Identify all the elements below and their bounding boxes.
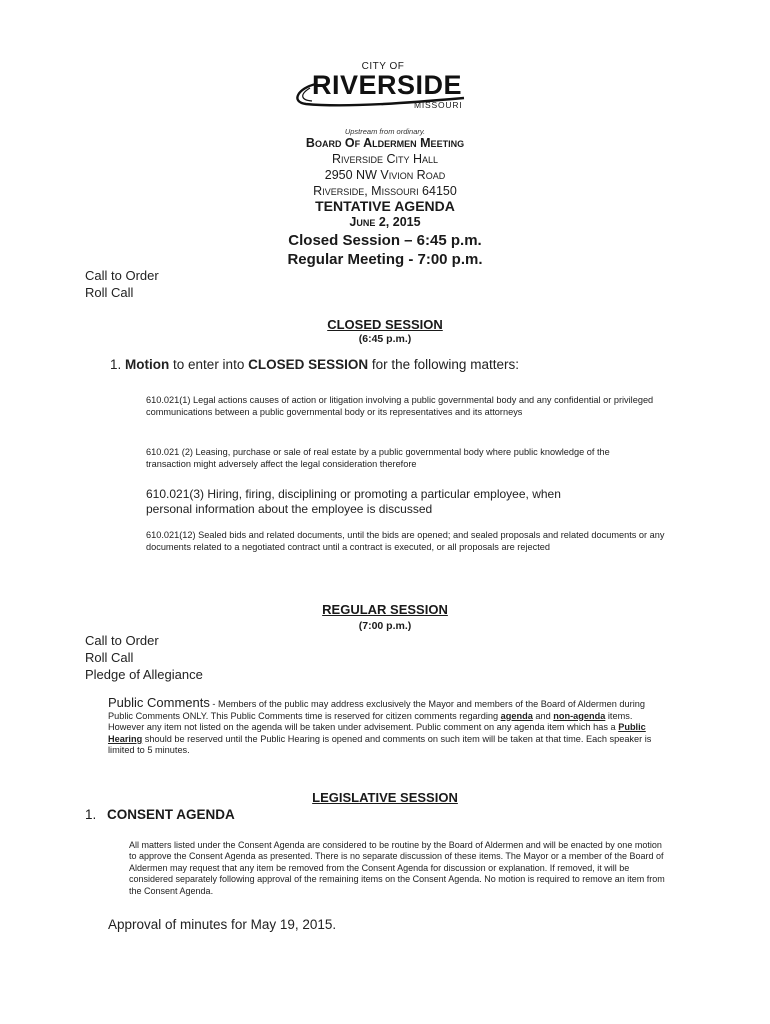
closed-session-time-label: (6:45 p.m.) (358, 333, 412, 345)
public-comments-text-3: items. However any item not listed on the agenda will be taken under advisement. Public comment on any agenda item which has a (108, 710, 633, 733)
motion-number: 1. (110, 357, 122, 372)
closed-session-heading: CLOSED SESSION (327, 317, 443, 332)
meeting-hall: Riverside City Hall (331, 152, 439, 166)
consent-agenda-heading (85, 807, 235, 822)
meeting-city: Riverside, Missouri 64150 (313, 184, 457, 198)
consent-agenda-text: All matters listed under the Consent Agenda are considered to be routine by the Board of Aldermen and will be enacted by one motion to approve the Consent Agenda as presented. There is no separate discussion of these items. The Mayor or a member of the Board of Aldermen may request that any item be removed from the Consent Agenda for discussion or explanation. If removed, it will be considered separately following approval of the remaining items on the Consent Agenda. No motion is required to remove an item from the Consent Agenda. (129, 840, 665, 896)
tagline: Upstream from ordinary. (344, 127, 426, 136)
agenda-link: agenda (500, 710, 533, 721)
regular-session-heading: REGULAR SESSION (322, 602, 448, 617)
pledge-of-allegiance: Pledge of Allegiance (85, 667, 203, 682)
closed-item-4: 610.021(12) Sealed bids and related documents, until the bids are opened; and sealed proposals and related documents or any documents related to a negotiated contract until a contract is executed, or all proposals are rejected (146, 530, 665, 552)
public-comments-text-1: Members of the public may address exclusively the Mayor and members of the Board of Aldermen during Public Comments ONLY. This Public Comments time is reserved for citizen comments regarding (108, 699, 645, 721)
closed-item-1: 610.021(1) Legal actions causes of action or litigation involving a public governmental body and any confidential or privileged communications between a public governmental body or its representatives and its attorneys (146, 395, 654, 417)
regular-session-time-label: (7:00 p.m.) (358, 620, 412, 632)
public-comments (108, 697, 668, 757)
closed-session-time: Closed Session – 6:45 p.m. (288, 232, 482, 249)
consent-title: CONSENT AGENDA (107, 807, 235, 822)
public-comments-text-2: and (532, 710, 554, 721)
closed-item-3: 610.021(3) Hiring, firing, disciplining or promoting a particular employee, when personal information about the employee is discussed (146, 487, 561, 516)
approval-of-minutes: Approval of minutes for May 19, 2015. (108, 917, 337, 932)
roll-call: Roll Call (85, 285, 134, 300)
regular-roll-call: Roll Call (85, 650, 134, 665)
regular-call-to-order: Call to Order (85, 633, 159, 648)
closed-session-motion (110, 357, 519, 372)
closed-item-2: 610.021 (2) Leasing, purchase or sale of real estate by a public governmental body where public knowledge of the transaction might adversely affect the legal consideration therefore (146, 447, 610, 469)
agenda-type: TENTATIVE AGENDA (315, 198, 455, 214)
public-comments-dash: - (209, 699, 219, 709)
non-agenda-link: non-agenda (553, 710, 606, 721)
public-comments-title: Public Comments (108, 695, 210, 710)
call-to-order: Call to Order (85, 268, 159, 283)
legislative-session-heading: LEGISLATIVE SESSION (312, 790, 458, 805)
agenda-date: June 2, 2015 (349, 215, 421, 229)
motion-text-1: to enter into (173, 357, 245, 372)
logo-name: RIVERSIDE (312, 70, 463, 100)
public-hearing-link: Public Hearing (108, 722, 646, 744)
riverside-logo (288, 58, 478, 118)
public-comments-text-4: should be reserved until the Public Hearing is opened and comments on such item will be taken at that time. Each speaker is limited to 5 minutes. (108, 733, 652, 756)
meeting-title: Board Of Aldermen Meeting (305, 136, 465, 150)
logo-state: MISSOURI (414, 100, 463, 110)
motion-closed-session: CLOSED SESSION (248, 357, 369, 372)
motion-label: Motion (125, 357, 170, 372)
logo-city-of: CITY OF (361, 61, 405, 72)
meeting-street: 2950 NW Vivion Road (324, 168, 446, 182)
motion-text-2: for the following matters: (371, 357, 519, 372)
regular-meeting-time: Regular Meeting - 7:00 p.m. (287, 251, 483, 268)
consent-number: 1. (85, 807, 97, 822)
